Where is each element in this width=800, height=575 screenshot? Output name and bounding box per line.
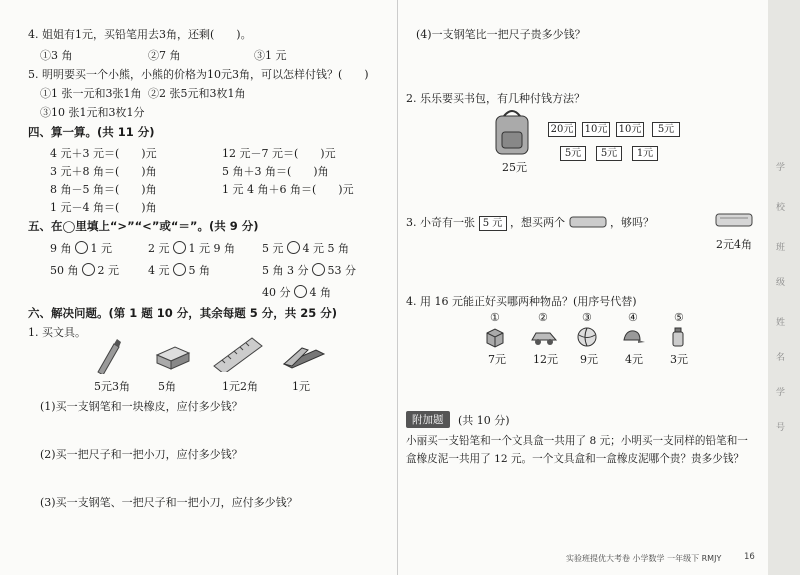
bag-price: 25元 (502, 161, 527, 174)
bonus-badge: 附加题 (406, 411, 450, 428)
sub-question: (1)买一支钢笔和一块橡皮，应付多少钱？ (40, 400, 243, 413)
bottle-icon (670, 326, 686, 348)
banknote: 10元 (616, 122, 644, 137)
banknote: 5元 (652, 122, 680, 137)
section-title: 六、解决问题。(第 1 题 10 分，其余每题 5 分，共 25 分) (28, 306, 338, 320)
knife-icon (282, 344, 326, 370)
banknote: 10元 (582, 122, 610, 137)
banknote: 5元 (560, 146, 586, 161)
calc-item: 5 角＋3 角＝( )角 (222, 165, 329, 178)
gutter-char: 班 (776, 243, 786, 253)
item-price: 7元 (488, 353, 506, 366)
sub-question: (3)买一支钢笔、一把尺子和一把小刀，应付多少钱？ (40, 496, 298, 509)
question-4: 4. 姐姐有1元，买铅笔用去3角，还剩( )。 (28, 28, 252, 41)
compare-item: 5 元 4 元 5 角 (262, 242, 349, 255)
gutter-char: 级 (776, 278, 786, 288)
item-number: ① (490, 311, 500, 324)
problem-3: 3. 小奇有一张 5 元 ，想买两个 ，够吗？ (406, 216, 654, 229)
bonus-score: (共 10 分) (458, 414, 510, 427)
compare-item: 2 元 1 元 9 角 (148, 242, 235, 255)
item-price: 9元 (580, 353, 598, 366)
compare-circle[interactable] (312, 263, 325, 276)
gutter-char: 学 (776, 388, 786, 398)
price-label: 1元2角 (222, 380, 258, 393)
item-price: 12元 (533, 353, 558, 366)
compare-item: 5 角 3 分 53 分 (262, 264, 356, 277)
banknote: 5 元 (479, 216, 507, 231)
toy-car-icon (530, 328, 558, 346)
option: ②7 角 (148, 49, 181, 62)
price-label: 5元3角 (94, 380, 130, 393)
banknote: 20元 (548, 122, 576, 137)
gutter-char: 校 (776, 203, 786, 213)
compare-circle[interactable] (173, 263, 186, 276)
ball-icon (576, 326, 598, 348)
option: ②2 张5元和3枚1角 (148, 87, 246, 100)
compare-item: 4 元 5 角 (148, 264, 210, 277)
gutter-char: 学 (776, 163, 786, 173)
item-price: 4元 (625, 353, 643, 366)
eraser-icon (155, 345, 191, 371)
compare-item: 9 角 1 元 (50, 242, 112, 255)
calc-item: 1 元 4 角＋6 角＝( )元 (222, 183, 354, 196)
pen-icon (92, 338, 122, 374)
item-number: ② (538, 311, 548, 324)
sub-question: (4)一支钢笔比一把尺子贵多少钱？ (416, 28, 586, 41)
compare-circle[interactable] (82, 263, 95, 276)
option: ①3 角 (40, 49, 73, 62)
section-title: 五、在◯里填上“>”“<”或“＝”。(共 9 分) (28, 219, 259, 233)
price-label: 5角 (158, 380, 176, 393)
option: ③1 元 (254, 49, 287, 62)
compare-circle[interactable] (173, 241, 186, 254)
banknote: 5元 (596, 146, 622, 161)
page-number: 16 (744, 552, 755, 562)
pencil-case-icon (569, 215, 607, 229)
price-label: 1元 (292, 380, 310, 393)
compare-circle[interactable] (287, 241, 300, 254)
ruler-icon (212, 336, 264, 372)
item-number: ③ (582, 311, 592, 324)
gutter-char: 名 (776, 353, 786, 363)
problem-1: 1. 买文具。 (28, 326, 86, 339)
cube-icon (484, 326, 506, 348)
item-price: 3元 (670, 353, 688, 366)
calc-item: 8 角－5 角＝( )角 (50, 183, 157, 196)
compare-item: 40 分 4 角 (262, 286, 331, 299)
pencil-case-icon (714, 210, 754, 230)
calc-item: 3 元＋8 角＝( )角 (50, 165, 157, 178)
item-number: ④ (628, 311, 638, 324)
option: ①1 张一元和3张1角 (40, 87, 142, 100)
schoolbag-icon (492, 106, 532, 156)
gutter-char: 号 (776, 423, 786, 433)
bonus-text: 盒橡皮泥一共用了 12 元。一个文具盒和一盒橡皮泥哪个贵？贵多少钱？ (406, 453, 745, 465)
page-divider (397, 0, 398, 575)
calc-item: 12 元－7 元＝( )元 (222, 147, 336, 160)
compare-item: 50 角 2 元 (50, 264, 119, 277)
question-5: 5. 明明要买一个小熊，小熊的价格为10元3角，可以怎样付钱？( ) (28, 68, 369, 81)
item-number: ⑤ (674, 311, 684, 324)
calc-item: 4 元＋3 元＝( )元 (50, 147, 157, 160)
cap-icon (620, 328, 646, 346)
section-title: 四、算一算。(共 11 分) (28, 125, 155, 139)
problem-2: 2. 乐乐要买书包，有几种付钱方法？ (406, 92, 585, 105)
bonus-text: 小丽买一支铅笔和一个文具盒一共用了 8 元；小明买一支同样的铅笔和一 (406, 435, 748, 447)
calc-item: 1 元－4 角＝( )角 (50, 201, 157, 214)
problem-4: 4. 用 16 元能正好买哪两种物品？(用序号代替) (406, 295, 637, 308)
gutter-char: 姓 (776, 318, 786, 328)
compare-circle[interactable] (294, 285, 307, 298)
footer-title: 实验班提优大考卷 小学数学 一年级下 RMJY (566, 554, 722, 563)
banknote: 1元 (632, 146, 658, 161)
option: ③10 张1元和3枚1分 (40, 106, 145, 119)
compare-circle[interactable] (75, 241, 88, 254)
sub-question: (2)买一把尺子和一把小刀，应付多少钱？ (40, 448, 243, 461)
pencil-case-price: 2元4角 (716, 238, 752, 251)
